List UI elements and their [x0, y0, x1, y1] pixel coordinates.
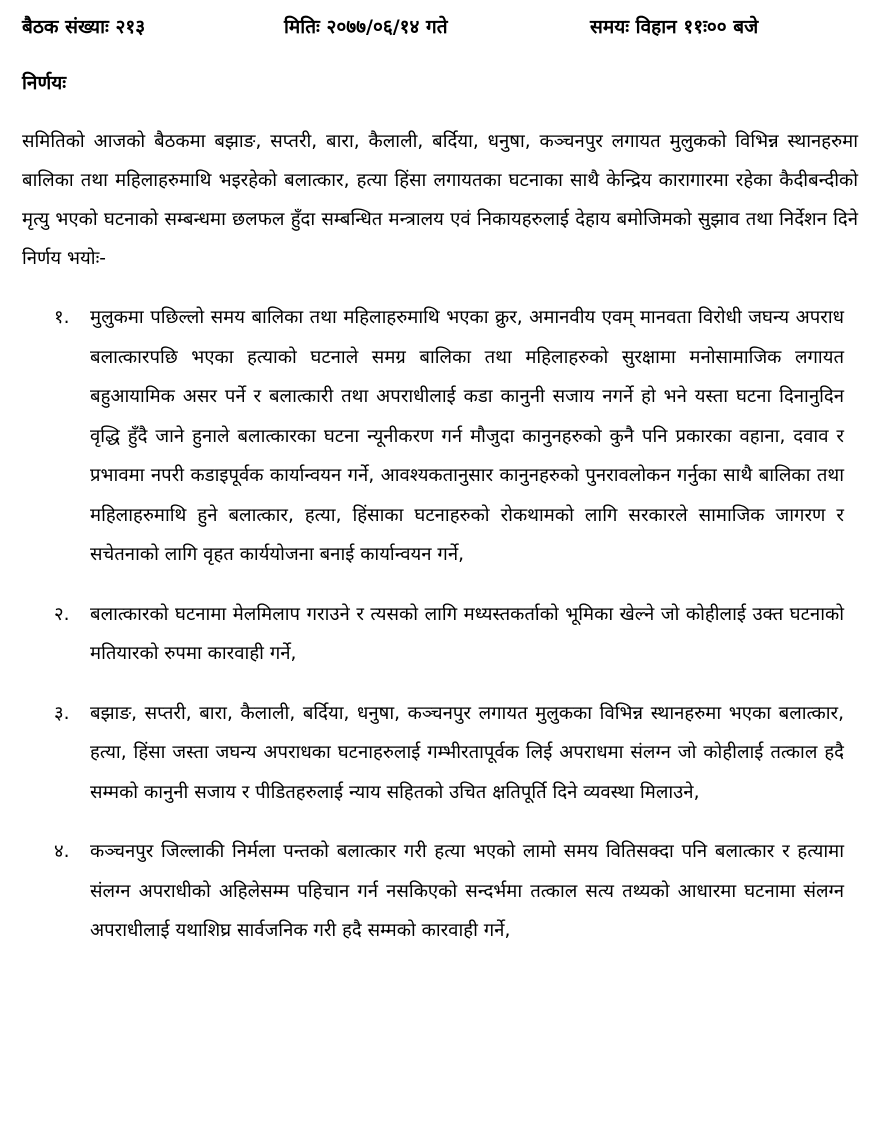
decision-number: १. [54, 307, 70, 328]
decision-list [0, 298, 890, 951]
intro-paragraph: समितिको आजको बैठकमा बझाङ, सप्तरी, बारा, कैलाली, बर्दिया, धनुषा, कञ्चनपुर लगायत मुलुकको विभिन्न स्थानहरुमा बालिका तथा महिलाहरुमाथि भइरहेको बलात्कार, हत्या हिंसा लगायतका घटनाका साथै केन्द्रिय कारागारमा रहेका कैदीबन्दीको मृत्यु भएको घटनाको सम्बन्धमा छलफल हुँदा सम्बन्धित मन्त्रालय एवं निकायहरुलाई देहाय बमोजिमको सुझाव तथा निर्देशन दिने निर्णय भयोः- [22, 131, 858, 269]
decision-number: ४. [54, 841, 70, 862]
decision-text: कञ्चनपुर जिल्लाकी निर्मला पन्तको बलात्कार गरी हत्या भएको लामो समय वितिसक्दा पनि बलात्कार र हत्यामा संलग्न अपराधीको अहिलेसम्म पहिचान गर्न नसकिएको सन्दर्भमा तत्काल सत्य तथ्यको आधारमा घटनामा संलग्न अपराधीलाई यथाशिघ्र सार्वजनिक गरी हदै सम्मको कारवाही गर्ने, [90, 841, 844, 941]
decision-heading: निर्णयः [22, 72, 67, 94]
meeting-number: बैठक संख्याः २१३ [22, 16, 146, 38]
decision-item [0, 298, 844, 575]
decision-number: ३. [54, 702, 70, 724]
decision-item [0, 694, 844, 813]
decision-item [0, 595, 844, 674]
decision-number: २. [54, 603, 70, 625]
decision-text: मुलुकमा पछिल्लो समय बालिका तथा महिलाहरुमाथि भएका क्रुर, अमानवीय एवम् मानवता विरोधी जघन्य अपराध बलात्कारपछि भएका हत्याको घटनाले समग्र बालिका तथा महिलाहरुको सुरक्षामा मनोसामाजिक लगायत बहुआयामिक असर पर्ने र बलात्कारी तथा अपराधीलाई कडा कानुनी सजाय नगर्ने हो भने यस्ता घटना दिनानुदिन वृद्धि हुँदै जाने हुनाले बलात्कारका घटना न्यूनीकरण गर्न मौजुदा कानुनहरुको कुनै पनि प्रकारका वहाना, दवाव र प्रभावमा नपरी कडाइपूर्वक कार्यान्वयन गर्ने, आवश्यकतानुसार कानुनहरुको पुनरावलोकन गर्नुका साथै बालिका तथा महिलाहरुमाथि हुने बलात्कार, हत्या, हिंसाका घटनाहरुको रोकथामको लागि सरकारले सामाजिक जागरण र सचेतनाको लागि वृहत कार्ययोजना बनाई कार्यान्वयन गर्ने, [90, 307, 844, 565]
decision-text: बलात्कारको घटनामा मेलमिलाप गराउने र त्यसको लागि मध्यस्तकर्ताको भूमिका खेल्ने जो कोहीलाई उक्त घटनाको मतियारको रुपमा कारवाही गर्ने, [90, 603, 844, 664]
decision-item [0, 832, 844, 951]
meeting-date: मितिः २०७७/०६/१४ गते [284, 16, 448, 38]
meeting-info [22, 10, 872, 44]
meeting-time: समयः विहान ११ः०० बजे [590, 16, 759, 38]
decision-text: बझाङ, सप्तरी, बारा, कैलाली, बर्दिया, धनुषा, कञ्चनपुर लगायत मुलुकका विभिन्न स्थानहरुमा भएका बलात्कार, हत्या, हिंसा जस्ता जघन्य अपराधका घटनाहरुलाई गम्भीरतापूर्वक लिई अपराधमा संलग्न जो कोहीलाई तत्काल हदै सम्मको कानुनी सजाय र पीडितहरुलाई न्याय सहितको उचित क्षतिपूर्ति दिने व्यवस्था मिलाउने, [90, 702, 844, 803]
